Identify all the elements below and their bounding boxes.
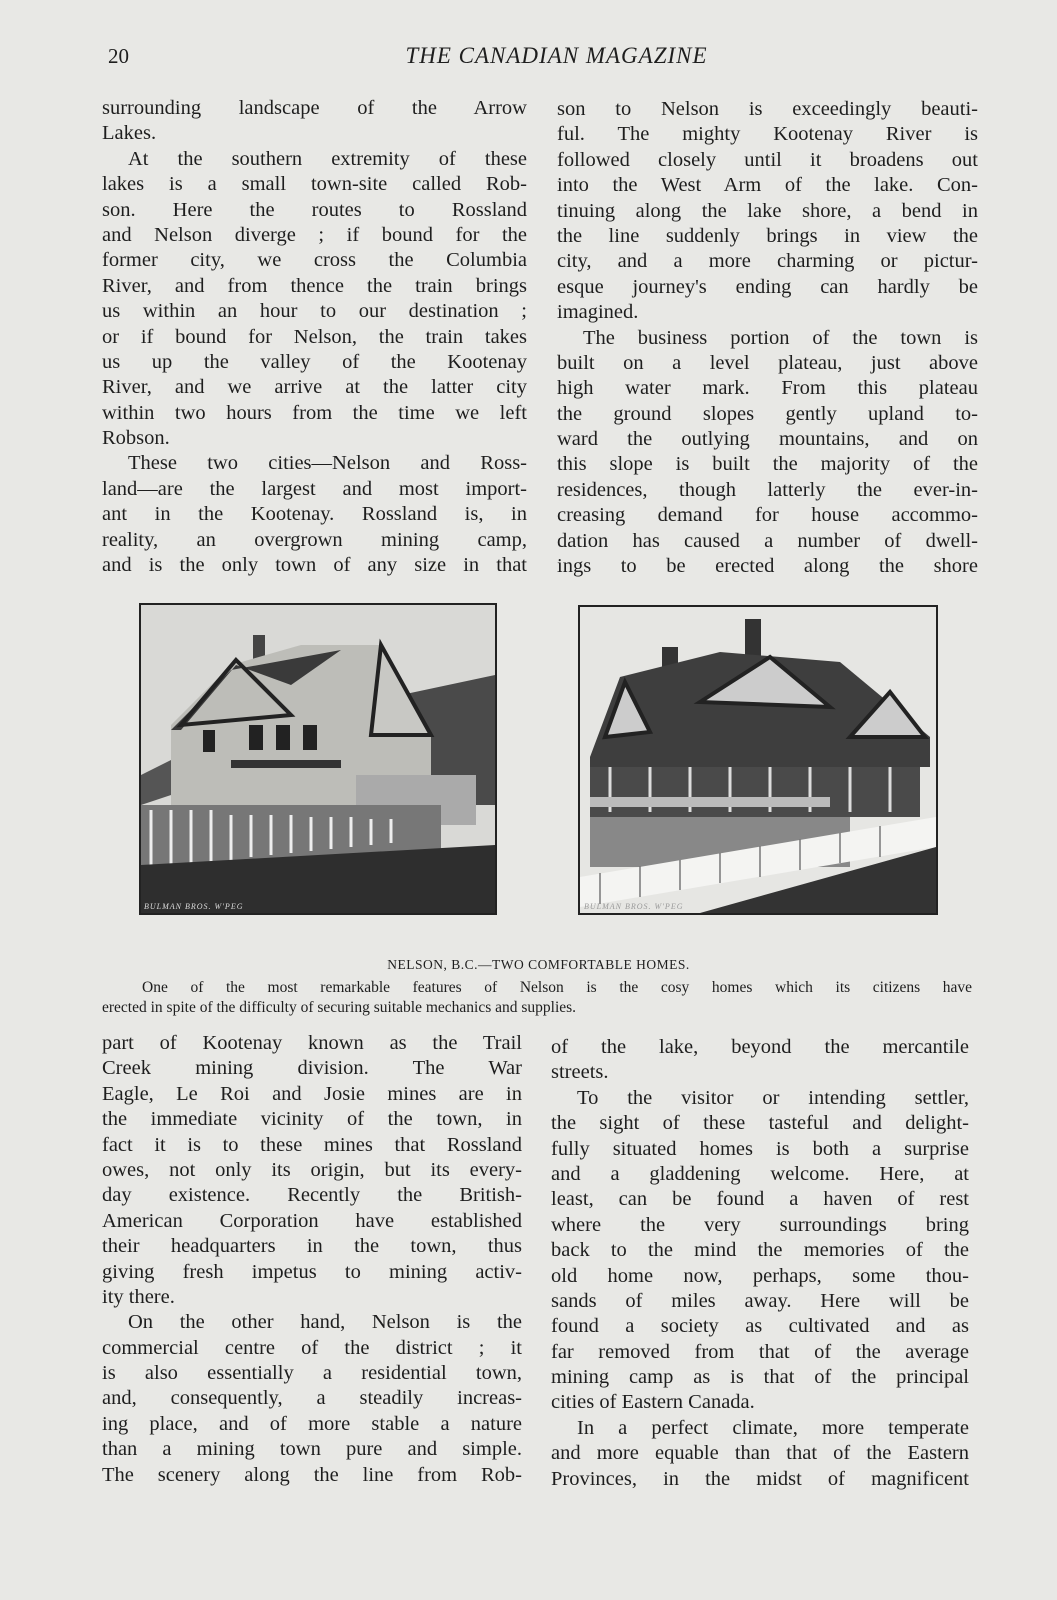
text-line: lakes is a small town-site called Rob-: [102, 173, 527, 196]
text-line: ward the outlying mountains, and on: [557, 428, 978, 451]
text-line: son. Here the routes to Rossland: [102, 198, 527, 221]
page-number: 20: [108, 44, 129, 68]
paragraph: [102, 96, 527, 147]
text-line: ings to be erected along the shore: [557, 555, 978, 578]
text-line: and is the only town of any size in that: [102, 554, 527, 577]
text-line: River, and from thence the train brings: [102, 274, 527, 297]
text-line: son to Nelson is exceedingly beauti-: [557, 98, 978, 120]
text-line: day existence. Recently the British-: [102, 1184, 522, 1207]
text-line: reality, an overgrown mining camp,: [102, 528, 527, 551]
paragraph: [102, 451, 527, 578]
text-line: dation has caused a number of dwell-: [557, 529, 978, 552]
paragraph: [551, 1086, 969, 1416]
text-line: found a society as cultivated and as: [551, 1315, 969, 1338]
text-line: and a gladdening welcome. Here, at: [551, 1162, 969, 1185]
text-line: These two cities—Nelson and Ross-: [128, 452, 527, 475]
photo-house-right: [578, 605, 938, 915]
photo-credit-left: BULMAN BROS. W'PEG: [144, 902, 244, 911]
column-bottom-right: [551, 1035, 969, 1492]
text-line: American Corporation have established: [102, 1209, 522, 1232]
text-line: and more equable than that of the Eastern: [551, 1442, 969, 1465]
text-line: this slope is built the majority of the: [557, 453, 978, 476]
house-right-illustration: [580, 607, 936, 913]
text-line: and Nelson diverge ; if bound for the: [102, 223, 527, 246]
text-line: streets.: [551, 1061, 609, 1084]
text-line: ing place, and of more stable a nature: [102, 1412, 522, 1435]
text-line: Lakes.: [102, 122, 157, 145]
text-line: least, can be found a haven of rest: [551, 1188, 969, 1211]
text-line: ant in the Kootenay. Rossland is, in: [102, 503, 527, 526]
text-line: Robson.: [102, 427, 170, 450]
text-line: the sight of these tasteful and delight-: [551, 1112, 969, 1135]
photo-credit-right: BULMAN BROS. W'PEG: [584, 902, 684, 911]
text-line: into the West Arm of the lake. Con-: [557, 174, 978, 197]
text-line: sands of miles away. Here will be: [551, 1289, 969, 1312]
text-line: Creek mining division. The War: [102, 1057, 522, 1080]
text-line: the ground slopes gently upland to-: [557, 402, 978, 425]
caption-line: One of the most remarkable features of Nelson is the cosy homes which its citizens have: [142, 979, 972, 996]
text-line: their headquarters in the town, thus: [102, 1235, 522, 1258]
text-line: ity there.: [102, 1285, 175, 1308]
text-line: Provinces, in the midst of magnificent: [551, 1467, 969, 1490]
running-title: THE CANADIAN MAGAZINE: [405, 43, 708, 68]
text-line: surrounding landscape of the Arrow: [102, 97, 527, 119]
text-line: where the very surroundings bring: [551, 1213, 969, 1236]
text-line: mining camp as is that of the principal: [551, 1366, 969, 1389]
text-line: than a mining town pure and simple.: [102, 1438, 522, 1461]
text-line: On the other hand, Nelson is the: [128, 1311, 522, 1334]
photo-house-left: [139, 603, 497, 915]
text-line: Eagle, Le Roi and Josie mines are in: [102, 1082, 522, 1105]
paragraph: [557, 326, 978, 580]
text-line: far removed from that of the average: [551, 1340, 969, 1363]
text-line: ful. The mighty Kootenay River is: [557, 123, 978, 146]
paragraph: [102, 1031, 522, 1310]
column-bottom-left: [102, 1031, 522, 1488]
text-line: The business portion of the town is: [583, 326, 978, 349]
text-line: land—are the largest and most import-: [102, 477, 527, 500]
text-line: cities of Eastern Canada.: [551, 1391, 755, 1414]
text-line: the line suddenly brings in view the: [557, 224, 978, 247]
text-line: or if bound for Nelson, the train takes: [102, 325, 527, 348]
text-line: old home now, perhaps, some thou-: [551, 1264, 969, 1287]
text-line: fully situated homes is both a surprise: [551, 1137, 969, 1160]
paragraph: [557, 97, 978, 326]
text-line: is also essentially a residential town,: [102, 1362, 522, 1385]
text-line: tinuing along the lake shore, a bend in: [557, 199, 978, 222]
text-line: city, and a more charming or pictur-: [557, 250, 978, 273]
paragraph: [102, 1310, 522, 1488]
text-line: In a perfect climate, more temperate: [577, 1416, 969, 1439]
text-line: The scenery along the line from Rob-: [102, 1463, 522, 1486]
text-line: former city, we cross the Columbia: [102, 249, 527, 272]
text-line: imagined.: [557, 301, 639, 324]
text-line: creasing demand for house accommo-: [557, 504, 978, 527]
text-line: us within an hour to our destination ;: [102, 300, 527, 323]
text-line: followed closely until it broadens out: [557, 148, 978, 171]
figure-caption-title: NELSON, B.C.—TWO COMFORTABLE HOMES.: [387, 957, 690, 972]
column-top-left: [102, 96, 527, 578]
text-line: fact it is to these mines that Rossland: [102, 1133, 522, 1156]
text-line: part of Kootenay known as the Trail: [102, 1032, 522, 1054]
text-line: At the southern extremity of these: [128, 147, 527, 170]
text-line: and, consequently, a steadily increas-: [102, 1387, 522, 1410]
text-line: To the visitor or intending settler,: [577, 1086, 969, 1109]
house-left-illustration: [141, 605, 495, 913]
text-line: within two hours from the time we left: [102, 401, 527, 424]
paragraph: [102, 147, 527, 452]
text-line: giving fresh impetus to mining activ-: [102, 1260, 522, 1283]
figure-caption: [102, 978, 972, 1018]
paragraph: [551, 1035, 969, 1086]
column-top-right: [557, 97, 978, 579]
text-line: owes, not only its origin, but its every-: [102, 1158, 522, 1181]
text-line: back to the mind the memories of the: [551, 1239, 969, 1262]
text-line: built on a level plateau, just above: [557, 351, 978, 374]
text-line: the immediate vicinity of the town, in: [102, 1108, 522, 1131]
paragraph: [551, 1416, 969, 1492]
text-line: of the lake, beyond the mercantile: [551, 1036, 969, 1058]
text-line: residences, though latterly the ever-in-: [557, 478, 978, 501]
text-line: high water mark. From this plateau: [557, 377, 978, 400]
text-line: River, and we arrive at the latter city: [102, 376, 527, 399]
caption-line: erected in spite of the difficulty of securing suitable mechanics and supplies.: [102, 999, 577, 1016]
text-line: esque journey's ending can hardly be: [557, 275, 978, 298]
text-line: us up the valley of the Kootenay: [102, 350, 527, 373]
text-line: commercial centre of the district ; it: [102, 1336, 522, 1359]
